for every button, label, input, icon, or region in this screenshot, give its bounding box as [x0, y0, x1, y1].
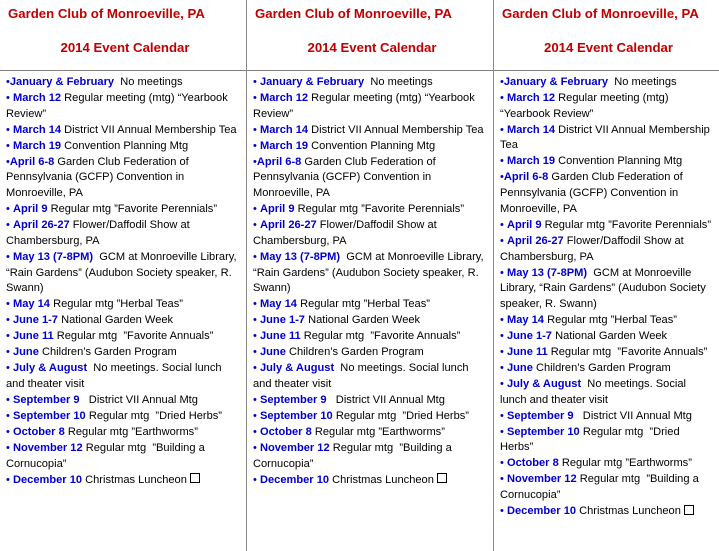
- event-date: April 26-27: [12, 219, 70, 232]
- event-date: March 19: [12, 139, 62, 152]
- bullet: •: [253, 123, 260, 136]
- event-item: [6, 441, 240, 472]
- event-item: [253, 393, 487, 409]
- bullet: •: [500, 123, 507, 136]
- event-date: March 12: [12, 92, 62, 104]
- event-date: March 12: [259, 92, 309, 104]
- event-date: June 1-7: [259, 314, 305, 327]
- event-date: March 19: [506, 155, 556, 168]
- event-item: [253, 473, 487, 489]
- column-header: [4, 0, 246, 70]
- event-date: September 9: [506, 409, 574, 422]
- event-description: No meetings. Social lunch and theater visit: [6, 362, 225, 390]
- event-description: Children’s Garden Program: [38, 346, 177, 359]
- event-date: April 9: [506, 218, 542, 231]
- event-date: June 11: [506, 345, 548, 358]
- event-description: No meetings: [364, 76, 433, 88]
- event-description: District VII Annual Membership Tea: [61, 123, 237, 136]
- event-item: [6, 409, 240, 425]
- event-date: January & February: [9, 76, 115, 88]
- event-item: [253, 329, 487, 345]
- event-date: July & August: [259, 362, 335, 375]
- event-description: Regular meeting (mtg) “Yearbook Review”: [253, 92, 478, 120]
- club-title: Garden Club of Monroeville, PA: [502, 6, 699, 21]
- event-date: May 14: [259, 298, 297, 311]
- event-description: Convention Planning Mtg: [555, 155, 683, 168]
- bullet: •: [6, 76, 10, 88]
- event-date: June 1-7: [506, 329, 552, 342]
- event-description: Flower/Daffodil Show at Chambersburg, PA: [500, 234, 687, 263]
- event-date: May 13 (7-8PM): [259, 250, 341, 263]
- event-item: [253, 218, 487, 249]
- event-description: Regular mtg ”Favorite Annuals”: [547, 345, 708, 358]
- event-date: June: [12, 346, 39, 359]
- event-date: June 11: [259, 330, 301, 343]
- bullet: •: [500, 409, 507, 422]
- event-description: Regular mtg ”Earthworms”: [64, 425, 198, 438]
- event-item: [6, 155, 240, 202]
- event-description: Children’s Garden Program: [285, 346, 424, 359]
- event-date: October 8: [259, 425, 312, 438]
- bullet: •: [500, 76, 504, 88]
- bullet: •: [253, 203, 260, 216]
- event-item: [6, 313, 240, 329]
- bullet: •: [253, 298, 260, 311]
- bullet: •: [500, 473, 507, 486]
- event-date: March 14: [506, 123, 556, 136]
- event-date: July & August: [506, 377, 582, 390]
- event-item: [253, 155, 487, 202]
- event-item: [6, 139, 240, 155]
- event-item: [253, 139, 487, 155]
- event-date: April 26-27: [259, 219, 317, 232]
- event-list: [251, 75, 493, 488]
- bullet: •: [6, 155, 10, 168]
- event-item: [253, 75, 487, 91]
- event-date: March 12: [506, 92, 556, 104]
- event-description: Regular mtg ”Dried Herbs”: [85, 409, 222, 422]
- bullet: •: [253, 441, 260, 454]
- event-item: [6, 473, 240, 489]
- event-description: No meetings. Social lunch and theater visit: [253, 362, 472, 390]
- event-item: [6, 202, 240, 218]
- bullet: •: [253, 362, 260, 375]
- bullet: •: [500, 505, 507, 518]
- event-date: March 14: [259, 123, 309, 136]
- bullet: •: [500, 425, 507, 438]
- bullet: •: [6, 393, 13, 406]
- event-description: Regular mtg ”Herbal Teas”: [543, 313, 677, 326]
- event-description: Regular mtg ”Herbal Teas”: [296, 298, 430, 311]
- event-description: Garden Club Federation of Pennsylvania (GCFP) Convention in Monroeville, PA: [6, 155, 192, 200]
- bullet: •: [6, 425, 13, 438]
- event-item: [500, 377, 713, 408]
- event-date: May 13 (7-8PM): [506, 266, 588, 279]
- event-item: [253, 123, 487, 139]
- calendar-column-3: [493, 0, 719, 551]
- event-date: November 12: [12, 441, 83, 454]
- bullet: •: [500, 361, 507, 374]
- event-item: [500, 266, 713, 313]
- event-description: Regular mtg ”Earthworms”: [558, 457, 692, 470]
- header-divider: [247, 70, 493, 71]
- calendar-title: 2014 Event Calendar: [543, 40, 673, 55]
- bullet: •: [253, 92, 260, 104]
- event-description: Regular mtg ”Herbal Teas”: [49, 298, 183, 311]
- event-description: District VII Annual Membership Tea: [308, 123, 484, 136]
- bullet: •: [253, 139, 260, 152]
- event-item: [500, 361, 713, 377]
- club-title: Garden Club of Monroeville, PA: [255, 6, 452, 21]
- event-item: [253, 91, 487, 122]
- event-date: November 12: [506, 473, 577, 486]
- event-date: July & August: [12, 362, 88, 375]
- event-item: [253, 409, 487, 425]
- bullet: •: [6, 346, 13, 359]
- bullet: •: [500, 345, 507, 358]
- event-date: June: [259, 346, 286, 359]
- checkbox-icon: [437, 473, 447, 483]
- event-date: September 10: [12, 409, 86, 422]
- event-item: [6, 425, 240, 441]
- bullet: •: [6, 139, 13, 152]
- event-item: [253, 250, 487, 297]
- event-description: Christmas Luncheon: [329, 473, 434, 486]
- event-date: May 13 (7-8PM): [12, 250, 94, 263]
- event-item: [6, 250, 240, 297]
- event-item: [253, 313, 487, 329]
- event-date: December 10: [12, 473, 83, 486]
- event-date: January & February: [259, 76, 365, 88]
- event-date: November 12: [259, 441, 330, 454]
- header-divider: [494, 70, 719, 71]
- event-description: Garden Club Federation of Pennsylvania (GCFP) Convention in Monroeville, PA: [500, 171, 686, 215]
- event-date: June: [506, 361, 533, 374]
- event-description: Flower/Daffodil Show at Chambersburg, PA: [253, 219, 440, 247]
- event-description: District VII Annual Membership Tea: [500, 123, 713, 152]
- event-item: [500, 91, 713, 122]
- event-description: Regular mtg ”Building a Cornucopia”: [500, 473, 702, 502]
- event-description: Regular mtg ”Favorite Perennials”: [294, 203, 465, 216]
- event-date: April 9: [12, 203, 48, 216]
- event-item: [6, 329, 240, 345]
- event-description: Regular mtg ”Building a Cornucopia”: [6, 441, 208, 470]
- event-description: GCM at Monroeville Library, “Rain Gardens” (Audubon Society speaker, R. Swann): [253, 250, 487, 295]
- event-description: Garden Club Federation of Pennsylvania (GCFP) Convention in Monroeville, PA: [253, 155, 439, 200]
- bullet: •: [6, 362, 13, 375]
- event-item: [253, 425, 487, 441]
- event-item: [500, 345, 713, 361]
- event-date: September 9: [259, 393, 327, 406]
- event-description: Children’s Garden Program: [532, 361, 671, 374]
- checkbox-icon: [190, 473, 200, 483]
- event-description: Regular mtg ”Dried Herbs”: [500, 425, 683, 454]
- event-description: Regular mtg ”Favorite Perennials”: [47, 203, 218, 216]
- bullet: •: [6, 92, 13, 104]
- bullet: •: [500, 377, 507, 390]
- bullet: •: [6, 219, 13, 232]
- event-date: June 11: [12, 330, 54, 343]
- event-date: April 6-8: [503, 171, 549, 184]
- club-title: Garden Club of Monroeville, PA: [8, 6, 205, 21]
- event-date: September 10: [259, 409, 333, 422]
- event-item: [6, 393, 240, 409]
- event-item: [500, 425, 713, 456]
- bullet: •: [6, 330, 13, 343]
- event-description: Regular mtg ”Favorite Perennials”: [541, 218, 712, 231]
- calendar-column-1: [0, 0, 246, 551]
- event-item: [500, 234, 713, 265]
- bullet: •: [253, 425, 260, 438]
- event-description: National Garden Week: [551, 329, 668, 342]
- bullet: •: [253, 155, 257, 168]
- event-description: Regular mtg ”Favorite Annuals”: [300, 330, 461, 343]
- event-item: [500, 218, 713, 234]
- event-item: [253, 361, 487, 392]
- event-date: October 8: [506, 457, 559, 470]
- bullet: •: [253, 250, 260, 263]
- event-item: [6, 123, 240, 139]
- column-header: [251, 0, 493, 70]
- event-item: [500, 409, 713, 425]
- column-header: [498, 0, 719, 70]
- event-date: May 14: [12, 298, 50, 311]
- calendar-title: 2014 Event Calendar: [307, 40, 437, 55]
- bullet: •: [6, 409, 13, 422]
- event-description: No meetings. Social lunch and theater visit: [500, 377, 690, 406]
- event-date: May 14: [506, 313, 544, 326]
- event-description: Flower/Daffodil Show at Chambersburg, PA: [6, 219, 193, 247]
- bullet: •: [6, 203, 13, 216]
- checkbox-icon: [684, 505, 694, 515]
- bullet: •: [500, 266, 507, 279]
- bullet: •: [6, 298, 13, 311]
- bullet: •: [253, 314, 260, 327]
- event-item: [253, 297, 487, 313]
- bullet: •: [6, 250, 13, 263]
- bullet: •: [253, 76, 260, 88]
- event-date: April 26-27: [506, 234, 564, 247]
- event-list: [4, 75, 246, 488]
- event-description: Regular meeting (mtg) “Yearbook Review”: [6, 92, 231, 120]
- bullet: •: [253, 393, 260, 406]
- event-item: [253, 441, 487, 472]
- bullet: •: [253, 409, 260, 422]
- calendar-column-2: [246, 0, 493, 551]
- event-description: Regular meeting (mtg) “Yearbook Review”: [500, 92, 672, 120]
- bullet: •: [500, 329, 507, 342]
- event-description: National Garden Week: [304, 314, 421, 327]
- event-date: December 10: [259, 473, 330, 486]
- bullet: •: [253, 330, 260, 343]
- event-item: [500, 329, 713, 345]
- bullet: •: [6, 314, 13, 327]
- event-item: [500, 154, 713, 170]
- event-item: [500, 456, 713, 472]
- event-item: [6, 345, 240, 361]
- bullet: •: [253, 219, 260, 232]
- event-item: [253, 345, 487, 361]
- event-date: April 6-8: [256, 155, 302, 168]
- event-item: [6, 218, 240, 249]
- header-divider: [0, 70, 246, 71]
- bullet: •: [500, 155, 507, 168]
- event-date: December 10: [506, 505, 577, 518]
- event-date: April 9: [259, 203, 295, 216]
- bullet: •: [6, 441, 13, 454]
- event-date: September 10: [506, 425, 580, 438]
- event-date: June 1-7: [12, 314, 58, 327]
- event-item: [253, 202, 487, 218]
- event-description: Convention Planning Mtg: [61, 139, 189, 152]
- event-description: Christmas Luncheon: [82, 473, 187, 486]
- event-item: [500, 75, 713, 91]
- bullet: •: [500, 457, 507, 470]
- event-description: GCM at Monroeville Library, “Rain Gardens” (Audubon Society speaker, R. Swann): [6, 250, 240, 295]
- event-date: October 8: [12, 425, 65, 438]
- bullet: •: [500, 171, 504, 184]
- bullet: •: [253, 346, 260, 359]
- event-date: March 14: [12, 123, 62, 136]
- event-description: District VII Annual Mtg: [326, 393, 445, 406]
- event-item: [500, 123, 713, 154]
- bullet: •: [500, 234, 507, 247]
- event-description: No meetings: [608, 76, 677, 88]
- event-item: [500, 504, 713, 520]
- event-description: GCM at Monroeville Library, “Rain Gardens” (Audubon Society speaker, R. Swann): [500, 266, 709, 310]
- event-description: District VII Annual Mtg: [573, 409, 692, 422]
- event-item: [500, 170, 713, 217]
- event-description: Christmas Luncheon: [576, 505, 681, 518]
- event-description: District VII Annual Mtg: [79, 393, 198, 406]
- event-item: [6, 75, 240, 91]
- bullet: •: [6, 123, 13, 136]
- bullet: •: [253, 473, 260, 486]
- event-description: National Garden Week: [57, 314, 174, 327]
- event-item: [500, 313, 713, 329]
- bullet: •: [500, 313, 507, 326]
- event-date: March 19: [259, 139, 309, 152]
- calendar-title: 2014 Event Calendar: [60, 40, 190, 55]
- event-description: Convention Planning Mtg: [308, 139, 436, 152]
- event-description: Regular mtg ”Earthworms”: [311, 425, 445, 438]
- event-item: [6, 297, 240, 313]
- event-date: April 6-8: [9, 155, 55, 168]
- event-item: [500, 472, 713, 503]
- event-item: [6, 361, 240, 392]
- event-date: January & February: [503, 76, 609, 88]
- event-list: [498, 75, 719, 520]
- event-description: No meetings: [114, 76, 183, 88]
- event-description: Regular mtg ”Dried Herbs”: [332, 409, 469, 422]
- bullet: •: [500, 92, 507, 104]
- bullet: •: [6, 473, 13, 486]
- event-description: Regular mtg ”Building a Cornucopia”: [253, 441, 455, 470]
- event-date: September 9: [12, 393, 80, 406]
- bullet: •: [500, 218, 507, 231]
- event-item: [6, 91, 240, 122]
- event-description: Regular mtg ”Favorite Annuals”: [53, 330, 214, 343]
